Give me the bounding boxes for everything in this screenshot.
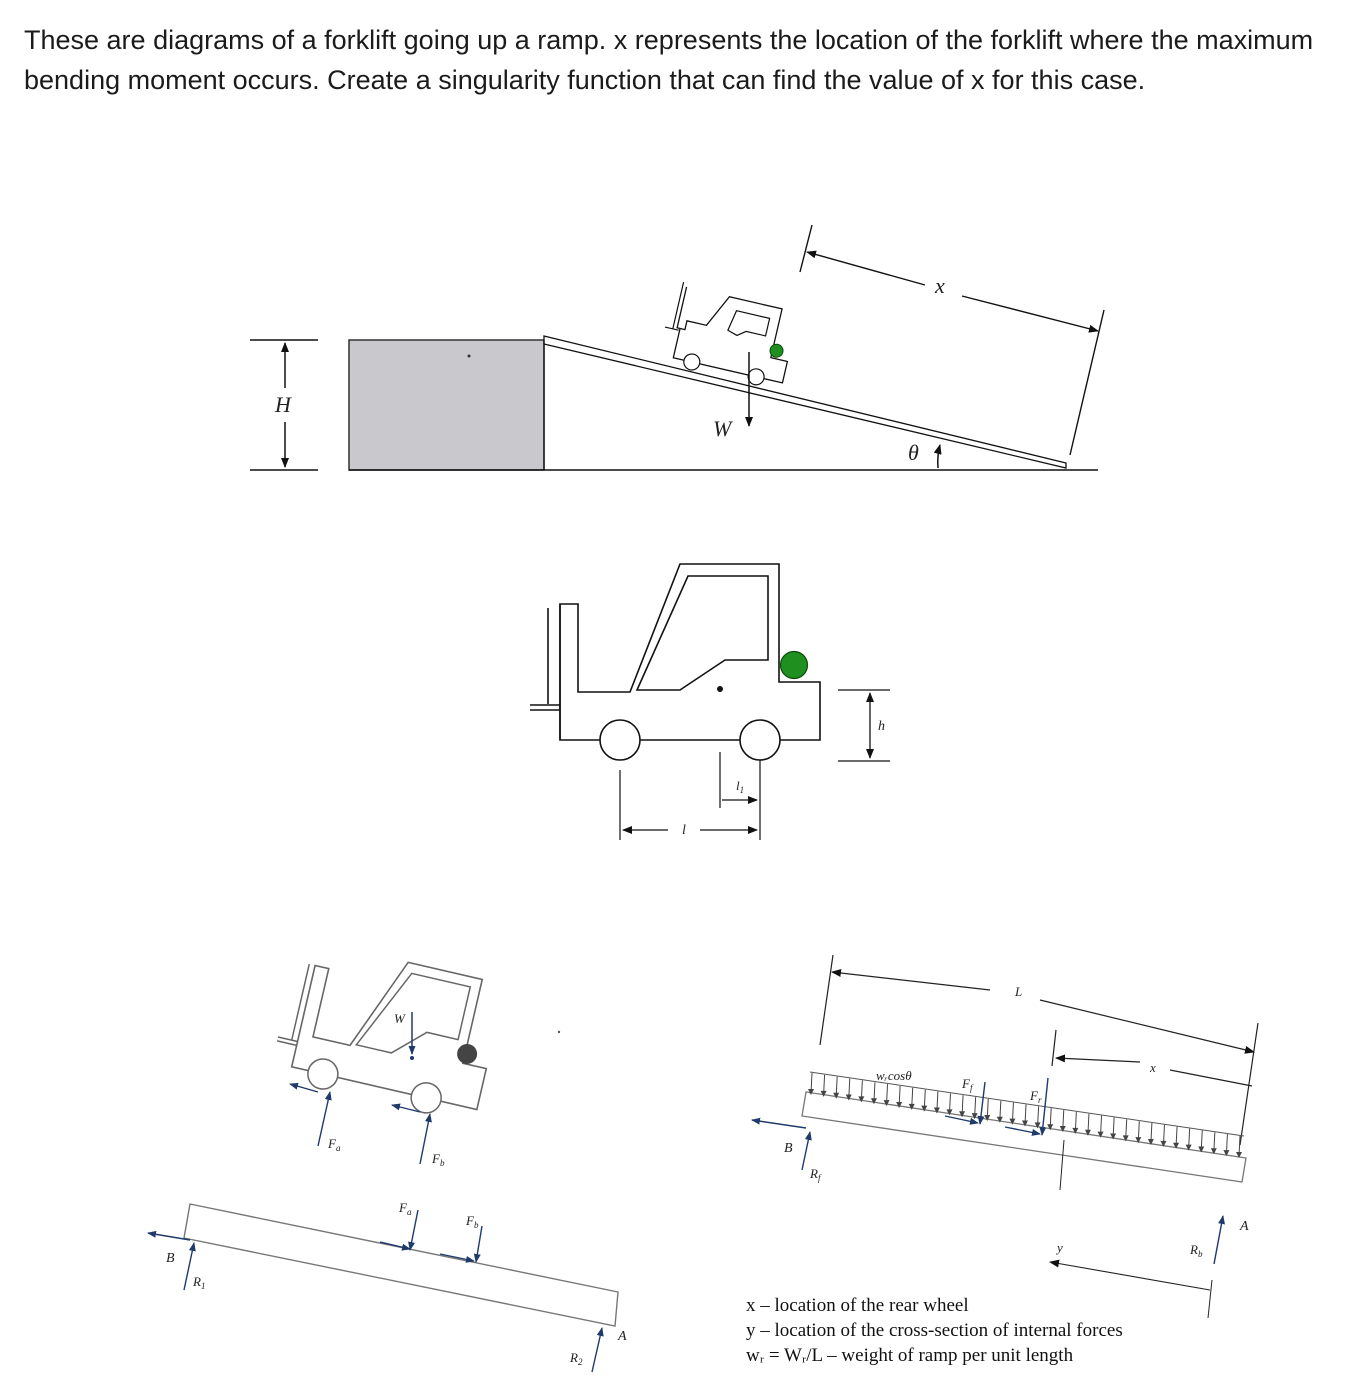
weight-label: W [713, 416, 732, 441]
x-label: x [935, 273, 945, 298]
legend-line-2: y – location of the cross-section of internal forces [746, 1320, 1123, 1341]
fr-label: $F_r$ [1030, 1088, 1042, 1105]
problem-statement: These are diagrams of a forklift going up a ramp. x represents the location of the forklift where the maximum bending moment occurs. Create a singularity function that can find the value of x for this case. [24, 25, 1314, 95]
warning-light-icon [781, 652, 808, 679]
height-label: H [275, 392, 291, 417]
ramp-b-label: B [166, 1251, 175, 1266]
l-label: l [682, 823, 686, 838]
x-dim-arrow-right [962, 296, 1098, 331]
fb-label: $F_b$ [432, 1151, 445, 1168]
angle-label: θ [908, 440, 919, 465]
length-label: L [1015, 984, 1023, 999]
y-label: y [1057, 1240, 1063, 1255]
rb-label: $R_b$ [1190, 1242, 1203, 1259]
ff-label: $F_f$ [962, 1076, 973, 1093]
rf-label: $R_f$ [810, 1166, 821, 1183]
ramp-free-body-diagram [148, 1200, 627, 1372]
rear-wheel [740, 720, 780, 760]
ramp2-a-label: A [1240, 1219, 1249, 1234]
loading-dock-block [349, 340, 544, 470]
fa-label: $F_a$ [328, 1136, 341, 1153]
ramp-a-label: A [618, 1329, 627, 1344]
fbd-weight-label: W [394, 1011, 405, 1026]
legend-line-1: x – location of the rear wheel [746, 1295, 969, 1316]
forklift-side-view [530, 564, 890, 840]
l1-label: $l_1$ [736, 778, 745, 795]
legend-line-3: wᵣ = Wᵣ/L – weight of ramp per unit length [746, 1345, 1074, 1366]
ramp-surface [544, 336, 1066, 468]
distributed-load-label: wᵣcosθ [876, 1068, 912, 1083]
ramp-fa-label: $F_a$ [399, 1200, 412, 1217]
ramp2-b-label: B [784, 1141, 793, 1156]
rear-wheel-x-label: x [1150, 1060, 1156, 1075]
r2-label: $R_2$ [570, 1350, 583, 1367]
front-wheel [600, 720, 640, 760]
ramp-distributed-load-diagram [746, 955, 1258, 1366]
r1-label: $R_1$ [193, 1274, 206, 1291]
h-label: h [878, 719, 885, 734]
x-dim-arrow-left [807, 252, 925, 285]
ramp-diagram [250, 225, 1104, 470]
forklift-free-body-diagram [269, 938, 506, 1168]
ramp-fb-label: $F_b$ [466, 1213, 479, 1230]
